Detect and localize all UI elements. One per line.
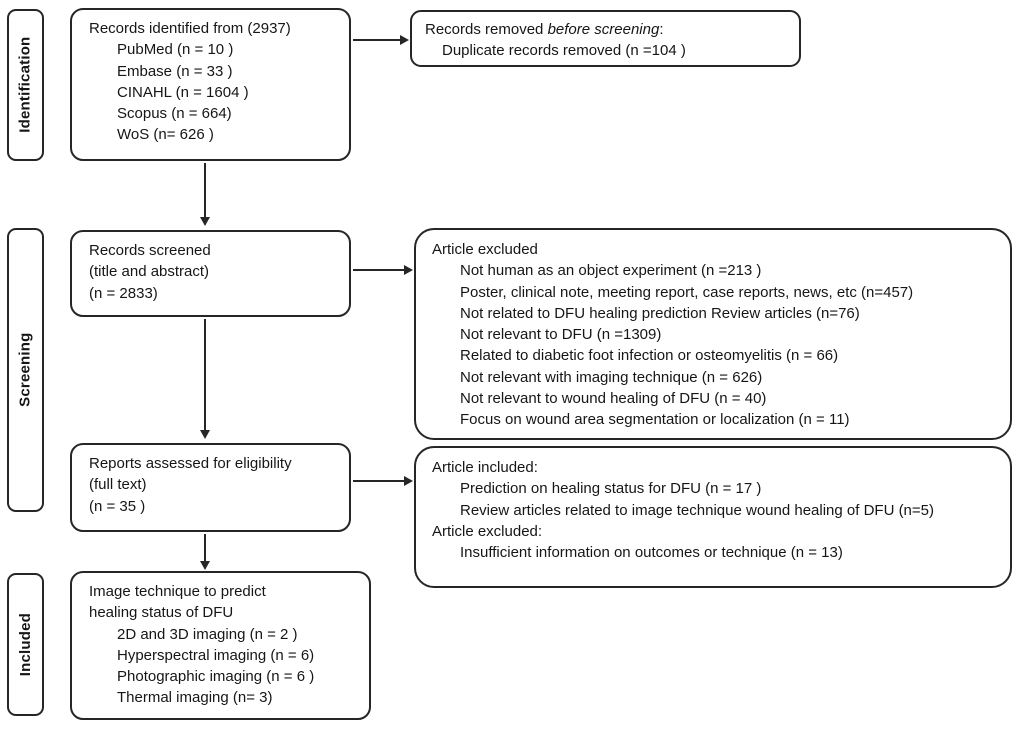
records-removed-item: Duplicate records removed (n =104 ) [442, 42, 686, 60]
included-item: Hyperspectral imaging (n = 6) [117, 646, 315, 664]
records-removed-title-colon: : [659, 21, 664, 38]
arrow-identified-to-removed [353, 39, 401, 41]
eligibility-line: Reports assessed for eligibility [89, 455, 292, 472]
stage-included [7, 573, 44, 716]
records-removed-title-text: Records removed [425, 21, 548, 38]
screening-excluded-item: Related to diabetic foot infection or osteomyelitis (n = 66) [460, 347, 839, 365]
records-screened-line: Records screened [89, 242, 211, 259]
records-screened-line: (title and abstract) [89, 263, 210, 281]
eligibility-included-item: Review articles related to image technique wound healing of DFU (n=5) [460, 501, 935, 519]
records-removed-title-emphasis: before screening [547, 21, 660, 38]
included-item: Photographic imaging (n = 6 ) [117, 668, 315, 686]
records-identified-item: WoS (n= 626 ) [117, 126, 214, 144]
screening-excluded-item: Not relevant to DFU (n =1309) [460, 326, 662, 344]
records-identified-item: Embase (n = 33 ) [117, 62, 233, 80]
included-box [70, 571, 371, 720]
records-removed-title [425, 19, 787, 40]
included-title-line: healing status of DFU [89, 604, 234, 622]
screening-excluded-item: Focus on wound area segmentation or localization (n = 11) [460, 411, 850, 429]
screening-excluded-title: Article excluded [432, 241, 538, 258]
records-identified-item: Scopus (n = 664) [117, 105, 232, 123]
eligibility-line: (full text) [89, 476, 147, 494]
arrow-screened-to-excluded [353, 269, 405, 271]
arrow-identified-to-screened [204, 163, 206, 218]
eligibility-box [70, 443, 351, 532]
arrow-eligibility-to-detail [353, 480, 405, 482]
records-screened-box [70, 230, 351, 317]
records-identified-title: Records identified from (2937) [89, 20, 291, 37]
screening-excluded-item: Not related to DFU healing prediction Review articles (n=76) [460, 304, 860, 322]
eligibility-excluded-item: Insufficient information on outcomes or technique (n = 13) [460, 544, 843, 562]
eligibility-excluded-title: Article excluded: [432, 522, 543, 540]
records-identified-item: PubMed (n = 10 ) [117, 41, 234, 59]
stage-identification [7, 9, 44, 161]
screening-excluded-box [414, 228, 1012, 440]
stage-identification-label: Identification [16, 36, 34, 134]
records-identified-item: CINAHL (n = 1604 ) [117, 83, 249, 101]
records-screened-line: (n = 2833) [89, 284, 158, 302]
screening-excluded-item: Not relevant to wound healing of DFU (n = 40) [460, 390, 767, 408]
eligibility-line: (n = 35 ) [89, 497, 146, 515]
included-title-line: Image technique to predict [89, 583, 266, 600]
included-item: 2D and 3D imaging (n = 2 ) [117, 625, 298, 643]
screening-excluded-item: Poster, clinical note, meeting report, case reports, news, etc (n=457) [460, 283, 914, 301]
screening-excluded-item: Not relevant with imaging technique (n = 626) [460, 368, 763, 386]
records-removed-box [410, 10, 801, 67]
screening-excluded-item: Not human as an object experiment (n =213 ) [460, 262, 762, 280]
records-identified-box [70, 8, 351, 161]
included-item: Thermal imaging (n= 3) [117, 689, 273, 707]
eligibility-included-title: Article included: [432, 459, 538, 476]
eligibility-included-item: Prediction on healing status for DFU (n = 17 ) [460, 480, 762, 498]
stage-included-label: Included [16, 612, 34, 677]
arrow-screened-to-eligibility [204, 319, 206, 431]
stage-screening [7, 228, 44, 512]
arrow-eligibility-to-included [204, 534, 206, 562]
eligibility-detail-box [414, 446, 1012, 588]
stage-screening-label: Screening [16, 332, 34, 408]
